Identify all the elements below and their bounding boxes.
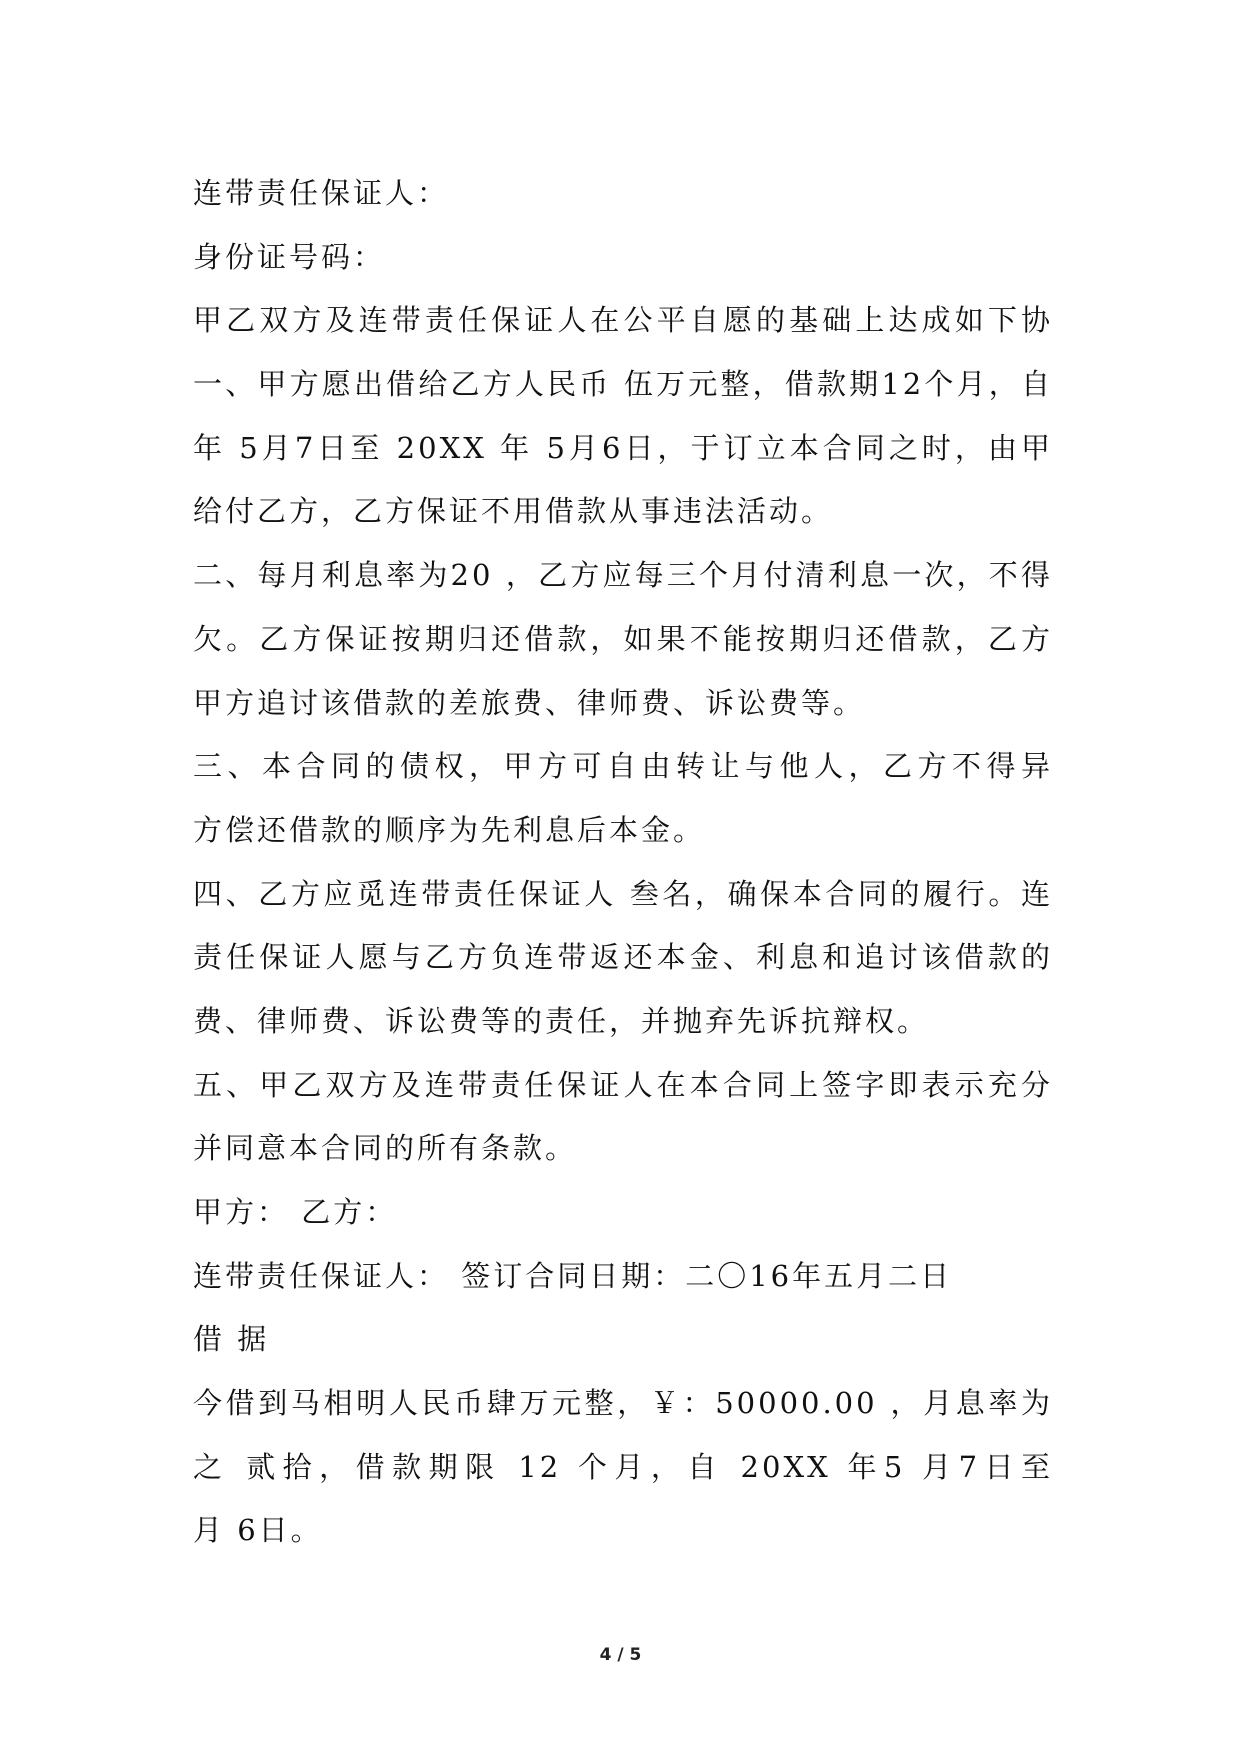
- iou-line-2: 之 贰拾，借款期限 12 个月，自 20XX 年5 月7日至: [193, 1449, 1053, 1484]
- guarantor-label-line: 连带责任保证人：: [193, 176, 450, 210]
- page-number: 4 / 5: [599, 1645, 642, 1665]
- iou-heading: 借 据: [193, 1322, 270, 1357]
- clause-3-line-1: 三、本合同的债权，甲方可自由转让与他人，乙方不得异: [193, 749, 1053, 784]
- clause-3-line-2: 方偿还借款的顺序为先利息后本金。: [193, 812, 706, 847]
- clause-1-line-2: 年 5月7日至 20XX 年 5月6日，于订立本合同之时，由甲: [193, 430, 1053, 465]
- clause-2-line-1: 二、每月利息率为20 ，乙方应每三个月付清利息一次，不得: [193, 558, 1053, 593]
- id-number-label-line: 身份证号码：: [193, 239, 386, 274]
- contract-body: [193, 162, 1053, 1563]
- clause-2-line-2: 欠。乙方保证按期归还借款，如果不能按期归还借款，乙方: [193, 621, 1053, 656]
- clause-4-line-1: 四、乙方应觅连带责任保证人 叁名，确保本合同的履行。连: [193, 876, 1053, 911]
- clause-1-line-1: 一、甲方愿出借给乙方人民币 伍万元整，借款期12个月，自: [193, 367, 1053, 402]
- iou-line-1: 今借到马相明人民币肆万元整，￥：50000.00 ，月息率为: [193, 1386, 1053, 1421]
- party-signature-line: 甲方： 乙方：: [193, 1195, 398, 1229]
- clause-5-line-1: 五、甲乙双方及连带责任保证人在本合同上签字即表示充分: [193, 1067, 1053, 1102]
- iou-line-3: 月 6日。: [193, 1513, 323, 1548]
- clause-4-line-3: 费、律师费、诉讼费等的责任，并抛弃先诉抗辩权。: [193, 1003, 930, 1038]
- clause-2-line-3: 甲方追讨该借款的差旅费、律师费、诉讼费等。: [193, 685, 866, 720]
- agreement-intro-line: 甲乙双方及连带责任保证人在公平自愿的基础上达成如下协: [193, 303, 1053, 338]
- clause-5-line-2: 并同意本合同的所有条款。: [193, 1131, 578, 1166]
- clause-4-line-2: 责任保证人愿与乙方负连带返还本金、利息和追讨该借款的: [193, 940, 1053, 975]
- guarantor-date-line: 连带责任保证人： 签订合同日期：二〇16年五月二日: [193, 1258, 953, 1293]
- clause-1-line-3: 给付乙方，乙方保证不用借款从事违法活动。: [193, 494, 834, 529]
